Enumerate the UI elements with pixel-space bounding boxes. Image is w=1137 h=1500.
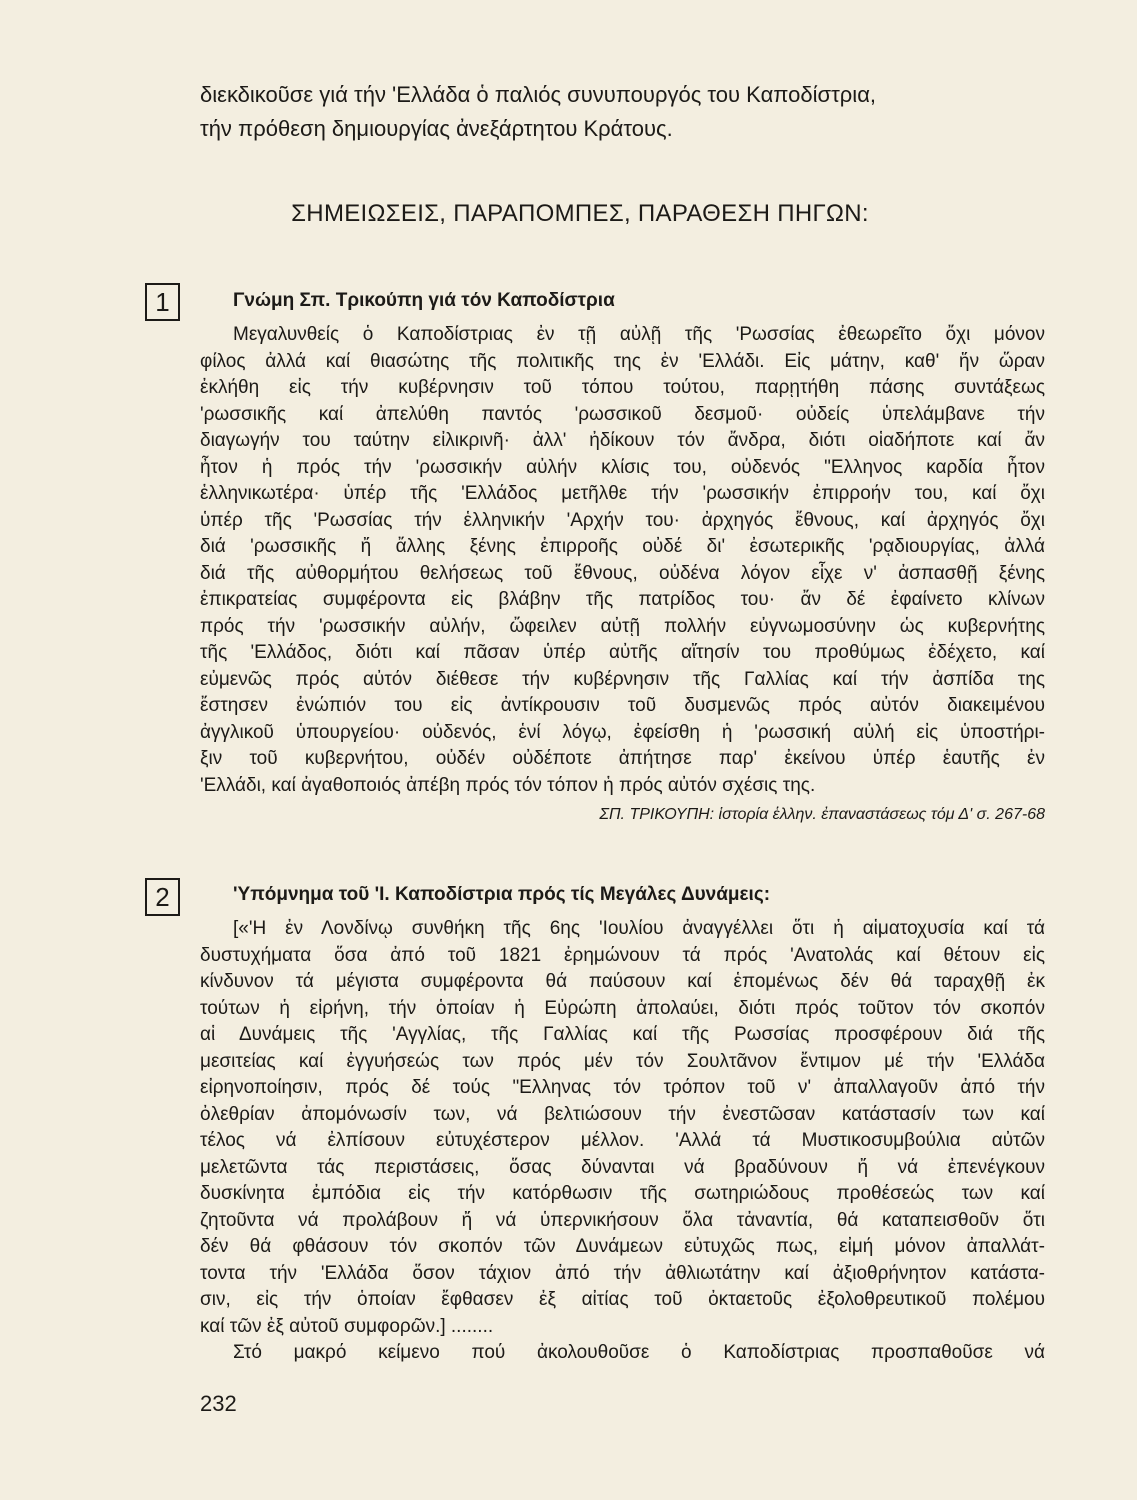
note-line: Στό μακρό κείμενο πού ἀκολουθοῦσε ὁ Καποδίστριας προσπαθοῦσε νά — [233, 1342, 1045, 1363]
note-line: καί τῶν ἐξ αὐτοῦ συμφορῶν.] ........ — [200, 1315, 494, 1337]
note-line: μελετῶντα τάς περιστάσεις, ὅσας δύνανται νά βραδύνουν ἤ νά ἐπενέγκουν — [200, 1156, 1045, 1178]
note-line: πρός τήν 'ρωσσικήν αὐλήν, ὤφειλεν αὐτῇ πολλήν εὐγνωμοσύνην ὡς κυβερνήτης — [200, 615, 1045, 637]
note-title: 'Υπόμνημα τοῦ 'Ι. Καποδίστρια πρός τίς Μεγάλες Δυνάμεις: — [233, 884, 771, 905]
note-line: διαγωγήν του ταύτην εἰλικρινῆ· ἀλλ' ἠδίκουν τόν ἄνδρα, διότι οἱαδήποτε καί ἄν — [200, 430, 1045, 451]
note-line: τέλος νά ἐλπίσουν εὐτυχέστερον μέλλον. 'Αλλά τά Μυστικοσυμβούλια αὐτῶν — [200, 1130, 1045, 1151]
note-line: ἑλληνικωτέρα· ὑπέρ τῆς 'Ελλάδος μετῆλθε τήν 'ρωσσικήν ἐπιρροήν του, καί ὄχι — [200, 483, 1045, 504]
note-line: ἔστησεν ἐνώπιόν του εἰς ἀντίκρουσιν τοῦ δυσμενῶς πρός αὐτόν διακειμένου — [200, 695, 1045, 716]
note-line: διά 'ρωσσικῆς ἤ ἄλλης ξένης ἐπιρροῆς οὐδέ δι' ἐσωτερικῆς 'ρᾳδιουργίας, ἀλλά — [200, 536, 1045, 557]
note-line: ξιν τοῦ κυβερνήτου, οὐδέν οὐδέποτε ἀπήτησε παρ' ἐκείνου ὑπέρ ἑαυτῆς ἐν — [200, 748, 1045, 769]
note-line: κίνδυνον τά μέγιστα συμφέροντα θά παύσουν καί ἑπομένως δέν θά ταραχθῇ ἐκ — [200, 971, 1045, 992]
note-title: Γνώμη Σπ. Τρικούπη γιά τόν Καποδίστρια — [233, 290, 615, 311]
note-line: φίλος ἀλλά καί θιασώτης τῆς πολιτικῆς της ἐν 'Ελλάδι. Εἰς μάτην, καθ' ἥν ὥραν — [200, 350, 1045, 372]
note-line: 'Ελλάδι, καί ἀγαθοποιός ἀπέβη πρός τόν τόπον ἡ πρός αὐτόν σχέσις της. — [200, 774, 816, 796]
note-line: ἦτον ἡ πρός τήν 'ρωσσικήν αὐλήν κλίσις του, οὐδενός "Ελληνος καρδία ἦτον — [200, 456, 1045, 478]
note-line: δυσκίνητα ἐμπόδια εἰς τήν κατόρθωσιν τῆς σωτηριώδους προθέσεώς των καί — [200, 1183, 1045, 1204]
note-line: τοντα τήν 'Ελλάδα ὅσον τάχιον ἀπό τήν ἀθλιωτάτην καί ἀξιοθρήνητον κατάστα- — [200, 1262, 1045, 1284]
page-number: 232 — [200, 1391, 237, 1416]
source-citation: ΣΠ. ΤΡΙΚΟΥΠΗ: ἱστορία ἑλλην. ἐπαναστάσεως τόμ Δ' σ. 267-68 — [599, 806, 1045, 823]
note-line: αἱ Δυνάμεις τῆς 'Αγγλίας, τῆς Γαλλίας καί τῆς Ρωσσίας προσφέρουν διά τῆς — [200, 1024, 1045, 1045]
note-line: ὑπέρ τῆς 'Ρωσσίας τήν ἑλληνικήν 'Αρχήν του· ἀρχηγός ἔθνους, καί ἀρχηγός ὄχι — [200, 509, 1045, 531]
note-line: ἐκλήθη εἰς τήν κυβέρνησιν τοῦ τόπου τούτου, παρῃτήθη πάσης συντάξεως — [200, 377, 1045, 398]
note-body — [200, 916, 1045, 1367]
note-line: ζητοῦντα νά προλάβουν ἤ νά ὑπερνικήσουν ὅλα τἀναντία, θά καταπεισθοῦν ὅτι — [200, 1209, 1045, 1231]
note-line: εἰρηνοποίησιν, πρός δέ τούς "Ελληνας τόν τρόπον τοῦ ν' ἀπαλλαγοῦν ἀπό τήν — [200, 1077, 1045, 1098]
note-line: ἀγγλικοῦ ὑπουργείου· οὐδενός, ἑνί λόγῳ, ἐφείσθη ἡ 'ρωσσική αὐλή εἰς ὑποστήρι- — [200, 721, 1045, 743]
note-line: τῆς 'Ελλάδος, διότι καί πᾶσαν ὑπέρ αὐτῆς αἴτησίν του προθύμως ἐδέχετο, καί — [200, 642, 1045, 663]
intro-paragraph — [200, 78, 1060, 146]
note-line: εὐμενῶς πρός αὐτόν διέθεσε τήν κυβέρνησιν τῆς Γαλλίας καί τήν ἀσπίδα της — [200, 668, 1045, 690]
note-line: 'ρωσσικῆς καί ἀπελύθη παντός 'ρωσσικοῦ δεσμοῦ· οὐδείς ὑπελάμβανε τήν — [200, 403, 1045, 425]
intro-line: διεκδικοῦσε γιά τήν 'Ελλάδα ὁ παλιός συνυπουργός του Καποδίστρια, — [200, 82, 877, 107]
note-line: ὀλεθρίαν ἀπομόνωσίν των, νά βελτιώσουν τήν ἐνεστῶσαν κατάστασίν των καί — [200, 1103, 1045, 1125]
note-number-box: 2 — [145, 878, 180, 916]
note-line: μεσιτείας καί ἐγγυήσεώς των πρός μέν τόν Σουλτᾶνον ἔντιμον μέ τήν 'Ελλάδα — [200, 1050, 1045, 1072]
note-line: δέν θά φθάσουν τόν σκοπόν τῶν Δυνάμεων εὐτυχῶς πως, εἰμή μόνον ἀπαλλάτ- — [200, 1236, 1045, 1257]
note-line: διά τῆς αὐθορμήτου θελήσεως τοῦ ἔθνους, οὐδένα λόγον εἶχε ν' ἀσπασθῇ ξένης — [200, 562, 1045, 584]
intro-line: τήν πρόθεση δημιουργίας ἀνεξάρτητου Κράτους. — [200, 116, 673, 141]
section-heading: ΣΗΜΕΙΩΣΕΙΣ, ΠΑΡΑΠΟΜΠΕΣ, ΠΑΡΑΘΕΣΗ ΠΗΓΩΝ: — [291, 200, 869, 227]
note-line: τούτων ἡ εἰρήνη, τήν ὁποίαν ἡ Εὐρώπη ἀπολαύει, διότι πρός τοῦτον τόν σκοπόν — [200, 997, 1045, 1019]
note-line: ἐπικρατείας συμφέροντα εἰς βλάβην τῆς πατρίδος του· ἄν δέ ἐφαίνετο κλίνων — [200, 589, 1045, 610]
note-number-box: 1 — [145, 283, 180, 321]
note-line: Μεγαλυνθείς ὁ Καποδίστριας ἐν τῇ αὐλῇ τῆς 'Ρωσσίας ἐθεωρεῖτο ὄχι μόνον — [233, 324, 1045, 345]
note-line: σιν, εἰς τήν ὁποίαν ἔφθασεν ἐξ αἰτίας τοῦ ὀκταετοῦς ἐξολοθρευτικοῦ πολέμου — [200, 1289, 1045, 1310]
note-body — [200, 322, 1045, 799]
note-line: [«'Η ἐν Λονδίνῳ συνθήκη τῆς 6ης 'Ιουλίου ἀναγγέλλει ὅτι ἡ αἱματοχυσία καί τά — [233, 918, 1045, 939]
note-line: δυστυχήματα ὅσα ἀπό τοῦ 1821 ἐρημώνουν τά πρός 'Ανατολάς καί θέτουν εἰς — [200, 944, 1045, 966]
